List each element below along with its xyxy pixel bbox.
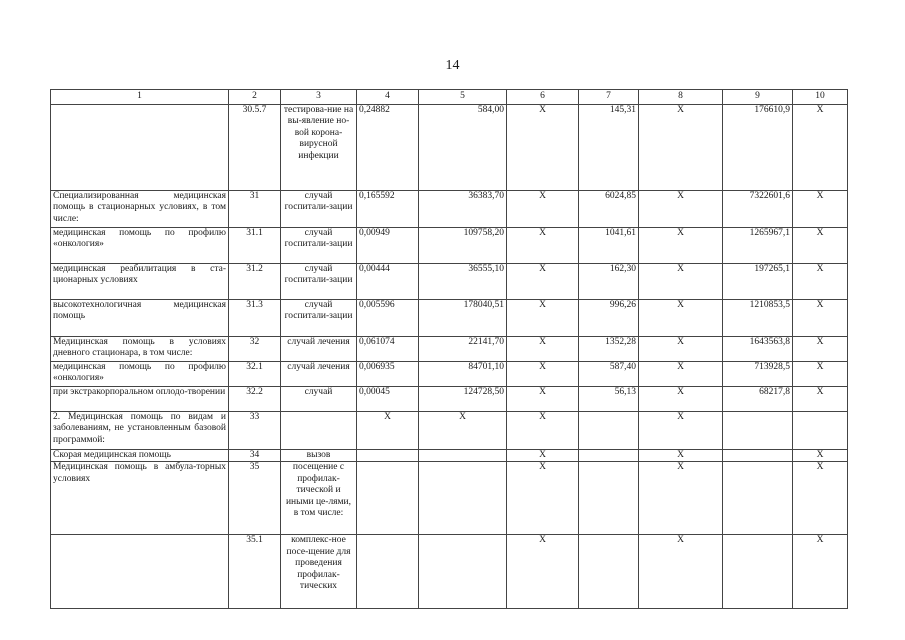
cell-cost: X (419, 411, 507, 449)
header-cell: 4 (357, 90, 419, 105)
cell-col8: X (639, 227, 723, 263)
header-cell: 7 (579, 90, 639, 105)
cell-col9 (723, 535, 793, 609)
cell-volume (357, 449, 419, 462)
cell-unit (281, 411, 357, 449)
cell-name: медицинская реабилитация в ста-ционарных условиях (51, 263, 229, 299)
cell-col8: X (639, 190, 723, 227)
cell-name: Специализированная медицинская помощь в стационарных условиях, в том числе: (51, 190, 229, 227)
header-cell: 5 (419, 90, 507, 105)
cell-cost: 36555,10 (419, 263, 507, 299)
cell-col10: X (793, 449, 848, 462)
table-row (51, 361, 848, 386)
cell-col8: X (639, 336, 723, 361)
cell-cost (419, 462, 507, 535)
cell-name: Медицинская помощь в условиях дневного стационара, в том числе: (51, 336, 229, 361)
cell-col6: X (507, 361, 579, 386)
cell-code: 32 (229, 336, 281, 361)
cell-name: Скорая медицинская помощь (51, 449, 229, 462)
cell-volume (357, 462, 419, 535)
cell-col10: X (793, 386, 848, 411)
cell-col10: X (793, 227, 848, 263)
cell-col6: X (507, 104, 579, 190)
cell-col6: X (507, 535, 579, 609)
cell-col8: X (639, 386, 723, 411)
cell-code: 35 (229, 462, 281, 535)
cell-col10: X (793, 190, 848, 227)
header-cell: 3 (281, 90, 357, 105)
cell-name: 2. Медицинская помощь по видам и заболеваниям, не установленным базовой программой: (51, 411, 229, 449)
cell-name: медицинская помощь по профилю «онкология» (51, 227, 229, 263)
cell-unit: случай лечения (281, 361, 357, 386)
cell-code: 33 (229, 411, 281, 449)
cell-unit: комплекс-ное посе-щение для проведения профилак-тических (281, 535, 357, 609)
cell-cost: 36383,70 (419, 190, 507, 227)
cell-col9: 1643563,8 (723, 336, 793, 361)
cell-col10: X (793, 462, 848, 535)
cell-col7: 162,30 (579, 263, 639, 299)
cell-col8: X (639, 449, 723, 462)
cell-col6: X (507, 263, 579, 299)
cell-code: 31.1 (229, 227, 281, 263)
cell-cost (419, 535, 507, 609)
cell-name: при экстракорпоральном оплодо-творении (51, 386, 229, 411)
cell-col8: X (639, 299, 723, 336)
cell-col7 (579, 449, 639, 462)
cell-code: 32.2 (229, 386, 281, 411)
cell-col9: 7322601,6 (723, 190, 793, 227)
cell-col6: X (507, 449, 579, 462)
cell-col7 (579, 411, 639, 449)
cell-col8: X (639, 263, 723, 299)
cell-col9 (723, 449, 793, 462)
header-cell: 1 (51, 90, 229, 105)
cell-code: 35.1 (229, 535, 281, 609)
table-row (51, 462, 848, 535)
cell-col7: 145,31 (579, 104, 639, 190)
cell-cost: 584,00 (419, 104, 507, 190)
cell-col9 (723, 462, 793, 535)
table-row (51, 336, 848, 361)
cell-col8: X (639, 462, 723, 535)
table-row (51, 411, 848, 449)
cell-col7: 587,40 (579, 361, 639, 386)
page-number: 14 (445, 58, 460, 73)
table-row (51, 190, 848, 227)
cell-name: высокотехнологичная медицинская помощь (51, 299, 229, 336)
cell-col7 (579, 462, 639, 535)
cell-unit: случай госпитали-зации (281, 299, 357, 336)
cell-volume: 0,006935 (357, 361, 419, 386)
cell-volume: 0,00444 (357, 263, 419, 299)
cell-name (51, 104, 229, 190)
cell-unit: вызов (281, 449, 357, 462)
cell-col9: 68217,8 (723, 386, 793, 411)
cell-col9: 1265967,1 (723, 227, 793, 263)
table-row (51, 227, 848, 263)
table-row (51, 104, 848, 190)
cell-code: 32.1 (229, 361, 281, 386)
cell-col8: X (639, 361, 723, 386)
cell-code: 30.5.7 (229, 104, 281, 190)
cell-volume: 0,24882 (357, 104, 419, 190)
cell-col8: X (639, 104, 723, 190)
cell-col7: 56,13 (579, 386, 639, 411)
cell-col7: 6024,85 (579, 190, 639, 227)
cell-col10: X (793, 104, 848, 190)
cell-volume (357, 535, 419, 609)
header-cell: 8 (639, 90, 723, 105)
cell-unit: тестирова-ние на вы-явление но-вой корона-вирусной инфекции (281, 104, 357, 190)
cell-code: 31 (229, 190, 281, 227)
cell-col10: X (793, 299, 848, 336)
cell-unit: случай госпитали-зации (281, 263, 357, 299)
cell-col9: 713928,5 (723, 361, 793, 386)
cell-unit: случай госпитали-зации (281, 190, 357, 227)
cell-name (51, 535, 229, 609)
cell-cost: 84701,10 (419, 361, 507, 386)
cell-col6: X (507, 227, 579, 263)
table-row (51, 299, 848, 336)
cell-col7: 1041,61 (579, 227, 639, 263)
cell-col10: X (793, 263, 848, 299)
cell-col6: X (507, 299, 579, 336)
table-row (51, 386, 848, 411)
table-row (51, 535, 848, 609)
cell-col10: X (793, 336, 848, 361)
cell-col6: X (507, 386, 579, 411)
cell-code: 34 (229, 449, 281, 462)
cell-name: Медицинская помощь в амбула-торных условиях (51, 462, 229, 535)
cell-cost: 22141,70 (419, 336, 507, 361)
cell-cost: 178040,51 (419, 299, 507, 336)
cell-code: 31.3 (229, 299, 281, 336)
cell-col6: X (507, 336, 579, 361)
cell-col10 (793, 411, 848, 449)
cell-volume: X (357, 411, 419, 449)
cell-cost: 124728,50 (419, 386, 507, 411)
cell-col10: X (793, 361, 848, 386)
header-cell: 10 (793, 90, 848, 105)
cell-col8: X (639, 411, 723, 449)
cell-unit: посещение с профилак-тической и иными це-лями, в том числе: (281, 462, 357, 535)
table-row (51, 263, 848, 299)
cell-volume: 0,00045 (357, 386, 419, 411)
cell-volume: 0,00949 (357, 227, 419, 263)
cell-unit: случай госпитали-зации (281, 227, 357, 263)
header-cell: 2 (229, 90, 281, 105)
cell-col9 (723, 411, 793, 449)
cell-col9: 176610,9 (723, 104, 793, 190)
cell-col6: X (507, 462, 579, 535)
cell-volume: 0,165592 (357, 190, 419, 227)
cell-code: 31.2 (229, 263, 281, 299)
cell-cost (419, 449, 507, 462)
cell-unit: случай лечения (281, 336, 357, 361)
cell-cost: 109758,20 (419, 227, 507, 263)
header-cell: 6 (507, 90, 579, 105)
header-row (51, 90, 848, 105)
cell-col6: X (507, 190, 579, 227)
table-row (51, 449, 848, 462)
header-cell: 9 (723, 90, 793, 105)
cell-col8: X (639, 535, 723, 609)
cell-col9: 1210853,5 (723, 299, 793, 336)
cell-col9: 197265,1 (723, 263, 793, 299)
cell-unit: случай (281, 386, 357, 411)
cell-col7 (579, 535, 639, 609)
cell-volume: 0,005596 (357, 299, 419, 336)
cell-name: медицинская помощь по профилю «онкология» (51, 361, 229, 386)
cell-col10: X (793, 535, 848, 609)
data-table (50, 89, 848, 609)
cell-col7: 996,26 (579, 299, 639, 336)
cell-volume: 0,061074 (357, 336, 419, 361)
cell-col6: X (507, 411, 579, 449)
cell-col7: 1352,28 (579, 336, 639, 361)
